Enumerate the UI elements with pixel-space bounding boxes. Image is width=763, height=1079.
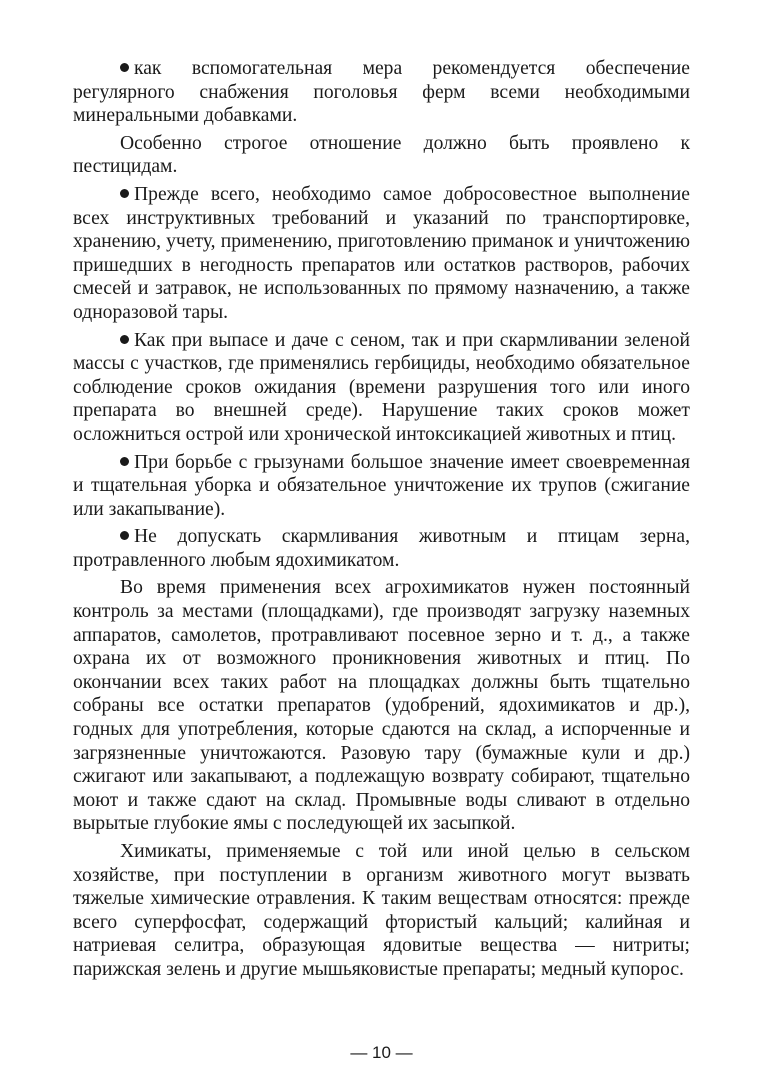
paragraph-text: Во время применения всех агрохимикатов нужен постоянный контроль за местами (площадками), где производят загрузку наземных аппаратов, самолетов, протравливают посевное зерно и т. д., а также охрана их от возможного проникновения животных и птиц. По окончании всех таких работ на площадках должны быть тщательно собраны все остатки препаратов (удобрений, ядохимикатов и др.), годных для употребления, которые сдаются на склад, а испорченные и загрязненные уничтожаются. Разовую тару (бумажные кули и др.) сжигают или закапывают, а подлежащую возврату собирают, тщательно моют и также сдают на склад. Промывные воды сливают в отдельно вырытые глубокие ямы с последующей их засыпкой. (73, 577, 690, 835)
bullet-icon (120, 457, 129, 466)
paragraph-text: Не допускать скармливания животным и птицам зерна, протравленного любым ядохимикатом. (73, 526, 690, 571)
bullet-icon (120, 335, 129, 344)
paragraph-4 (73, 329, 690, 447)
page-number: — 10 — (350, 1043, 413, 1062)
paragraph-text: Как при выпасе и даче с сеном, так и при скармливании зеленой массы с участков, где применялись гербициды, необходимо обязательное соблюдение сроков ожидания (времени разрушения того или иного препарата во внешней среде). Нарушение таких сроков может осложниться острой или хронической интоксикацией животных и птиц. (73, 329, 690, 445)
paragraph-6 (73, 525, 690, 572)
paragraph-8 (73, 840, 690, 982)
paragraph-text: Химикаты, применяемые с той или иной целью в сельском хозяйстве, при поступлении в организм животного могут вызвать тяжелые химические отравления. К таким веществам относятся: прежде всего суперфосфат, содержащий фтористый кальций; калийная и натриевая селитра, образующая ядовитые вещества — нитриты; парижская зелень и другие мышьяковистые препараты; медный купорос. (73, 841, 690, 980)
paragraph-7 (73, 576, 690, 836)
paragraph-text: Особенно строгое отношение должно быть проявлено к пестицидам. (73, 132, 690, 178)
paragraph-2 (73, 132, 690, 179)
paragraph-text: Прежде всего, необходимо самое добросовестное выполнение всех инструктивных требований и указаний по транспортировке, хранению, учету, применению, приготовлению приманок и уничтожению пришедших в негодность препаратов или остатков растворов, рабочих смесей и затравок, не использованных по прямому назначению, а также одноразовой тары. (73, 183, 690, 323)
paragraph-text: При борьбе с грызунами большое значение имеет своевременная и тщательная уборка и обязательное уничтожение их трупов (сжигание или закапывание). (73, 451, 690, 520)
paragraph-3 (73, 183, 690, 325)
bullet-icon (120, 189, 129, 198)
bullet-icon (120, 531, 129, 540)
paragraph-1 (73, 57, 690, 128)
body-text (73, 57, 690, 986)
bullet-icon (120, 63, 129, 72)
paragraph-text: как вспомогательная мера рекомендуется обеспечение регулярного снабжения поголовья ферм всеми необходимыми минеральными добавками. (73, 58, 690, 127)
paragraph-5 (73, 451, 690, 522)
